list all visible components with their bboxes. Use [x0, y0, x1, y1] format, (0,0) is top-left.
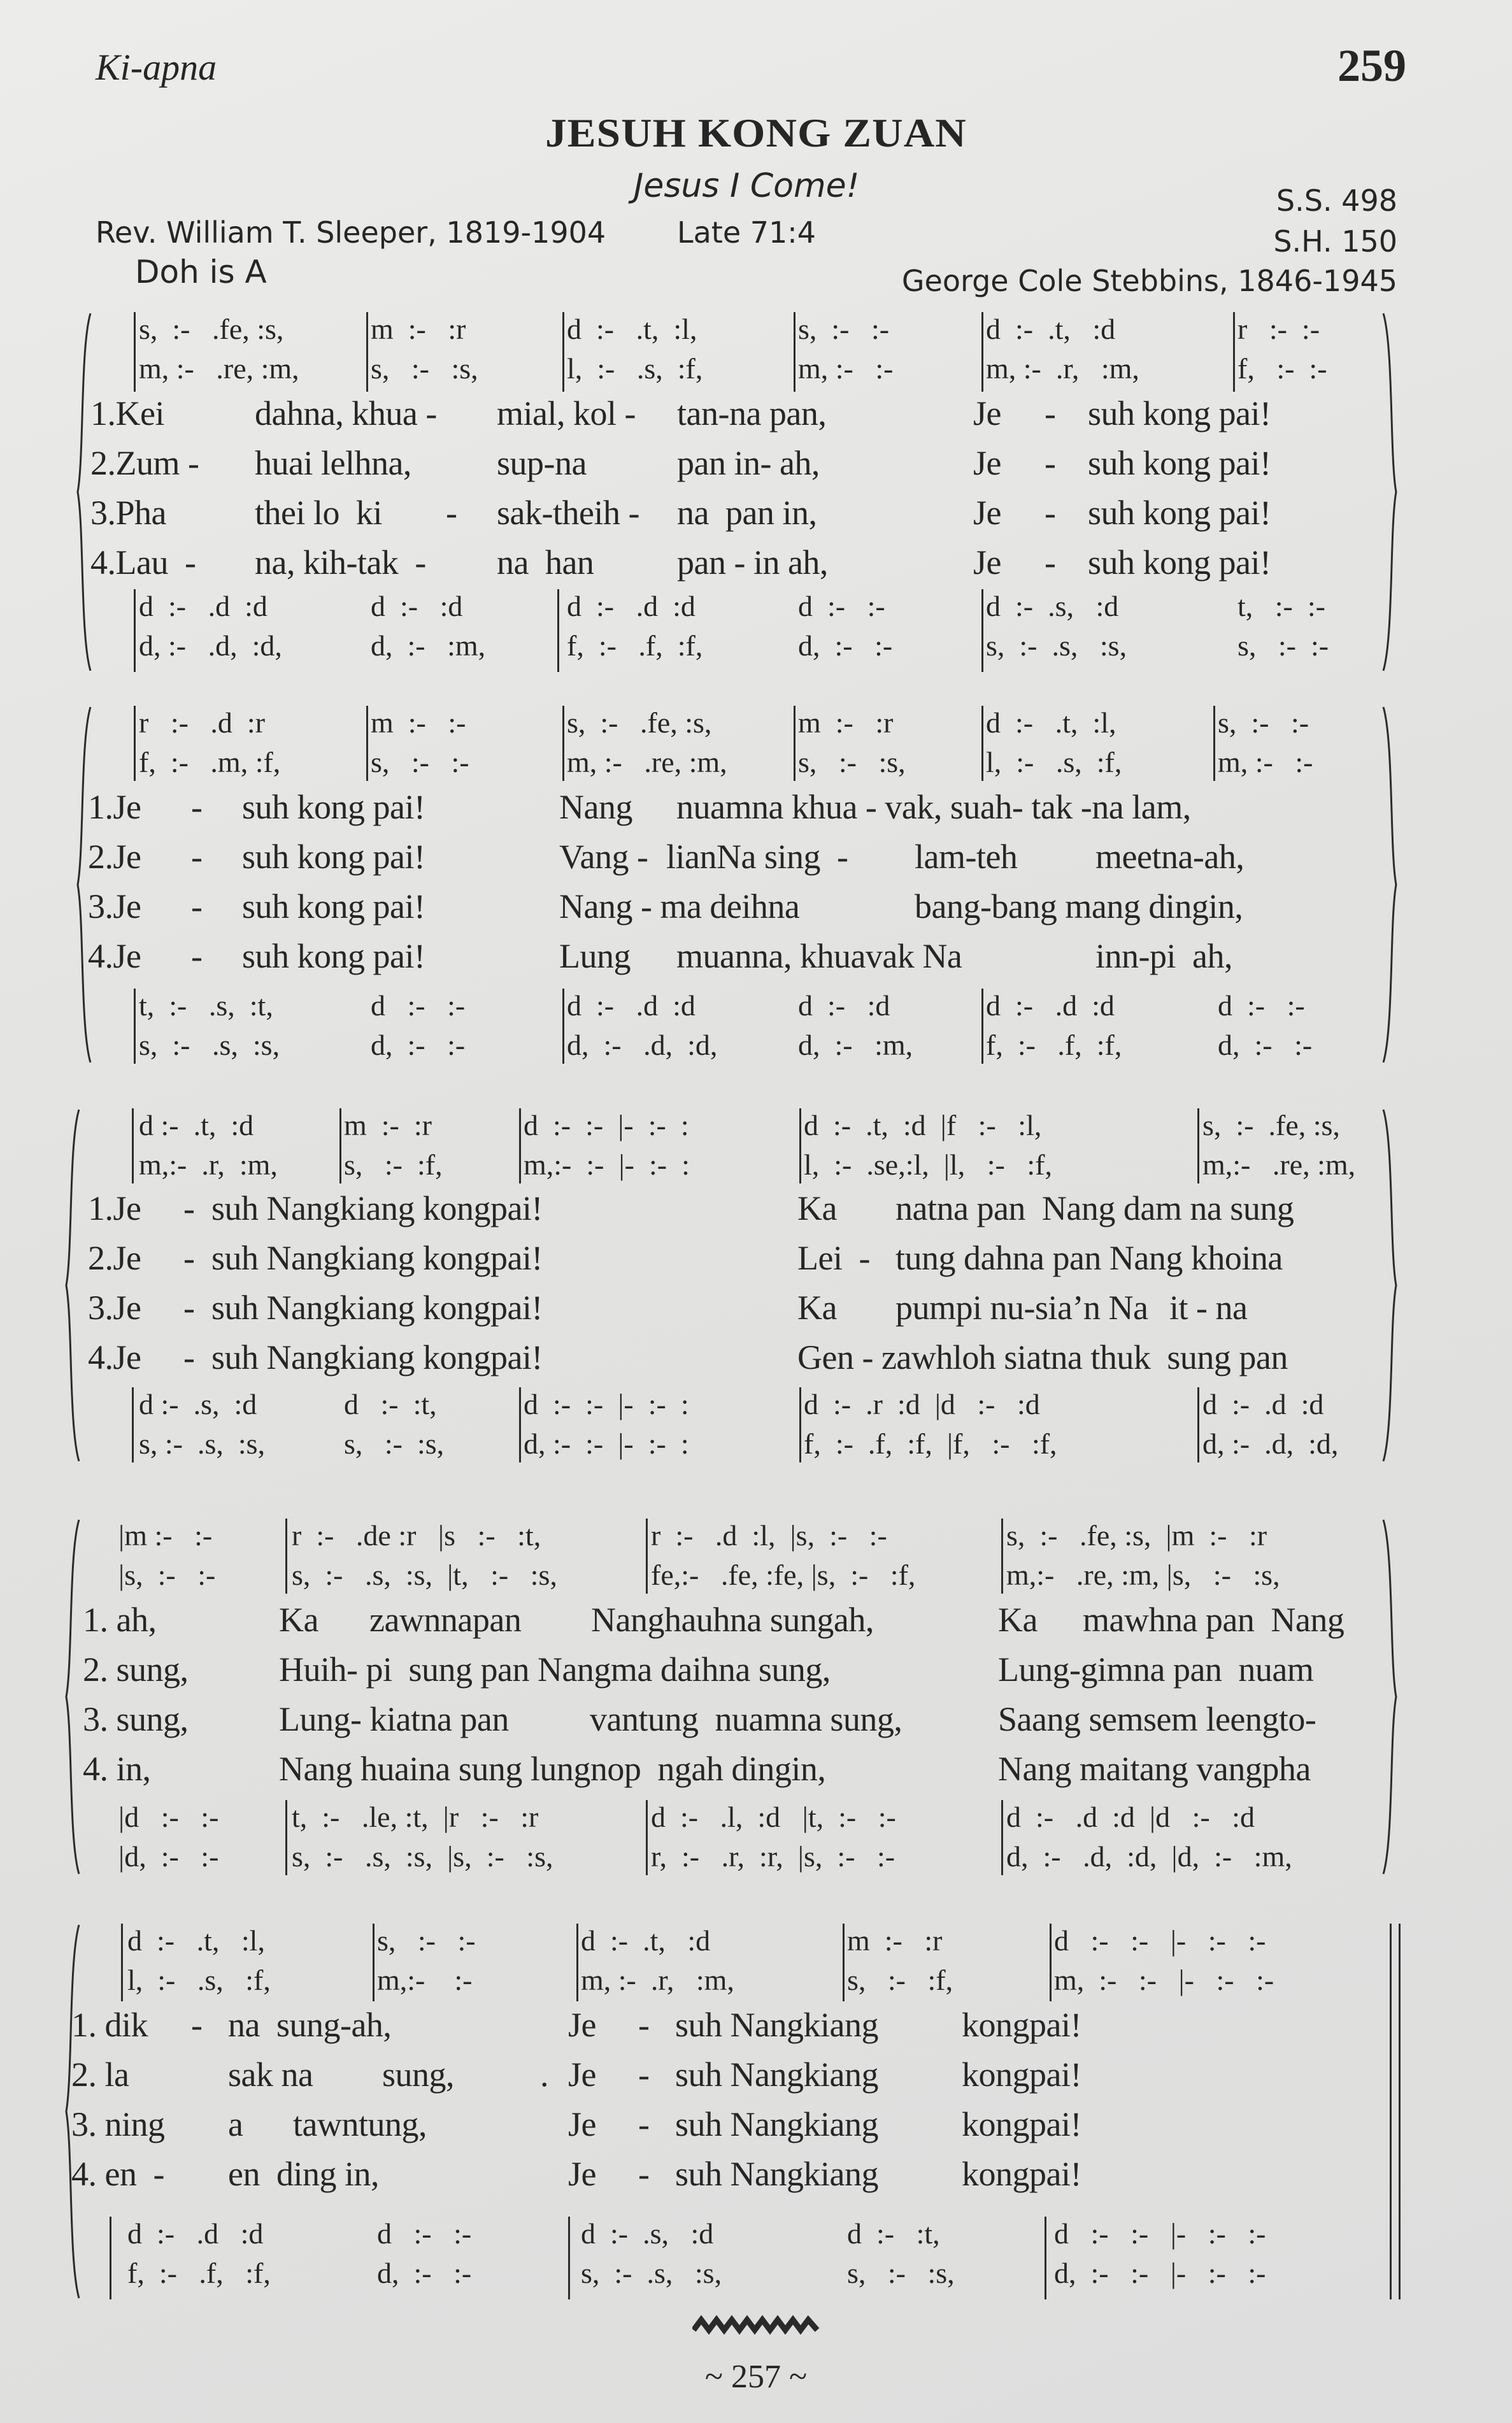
lyric-syllable: suh kong pai!: [242, 937, 425, 975]
soprano-notes: |m :- :-: [118, 1519, 213, 1552]
lyric-syllable: 3.Je: [88, 887, 141, 926]
lyric-syllable: Je: [973, 444, 1001, 482]
lyric-syllable: huai lelhna,: [255, 444, 411, 482]
barline: [1045, 2217, 1046, 2299]
lyric-syllable: 1.Je: [88, 1189, 141, 1227]
lyric-syllable: dahna, khua -: [255, 394, 437, 432]
lyric-syllable: Ka: [797, 1289, 837, 1327]
lyric-syllable: Saang semsem leengto-: [998, 1700, 1316, 1738]
lyric-syllable: it - na: [1169, 1289, 1248, 1327]
lyric-syllable: .: [540, 2055, 548, 2094]
lyric-syllable: Lei -: [797, 1239, 870, 1277]
barline: [799, 1108, 801, 1183]
lyric-syllable: suh Nangkiang kongpai!: [211, 1289, 543, 1327]
lyric-syllable: bang-bang mang dingin,: [915, 887, 1243, 926]
barline: [562, 706, 564, 781]
bass-notes: d, :- :-: [1218, 1029, 1313, 1061]
right-brace-icon: [1381, 312, 1399, 675]
bass-notes: s, :- .s, :s,: [986, 629, 1127, 662]
soprano-notes: m :- :r: [798, 706, 894, 739]
lyric-syllable: tawntung,: [293, 2105, 427, 2143]
lyric-syllable: -: [1045, 494, 1056, 532]
barline: [1233, 312, 1235, 392]
lyric-syllable: 2. sung,: [83, 1650, 189, 1689]
barline: [134, 589, 136, 672]
lyric-syllable: -: [183, 1338, 195, 1376]
lyric-syllable: nuamna khua - vak, suah- tak -na lam,: [676, 788, 1191, 826]
lyric-syllable: suh kong pai!: [1088, 444, 1271, 482]
barline: [110, 2217, 111, 2299]
barline: [519, 1387, 521, 1462]
bass-notes: d, :- :-: [371, 1029, 466, 1061]
barline: [557, 589, 559, 672]
lyric-syllable: -: [183, 1289, 195, 1327]
right-brace-icon: [1381, 1108, 1399, 1466]
lyric-syllable: Nang maitang vangpha: [998, 1750, 1311, 1788]
tenor-notes: d :- .d :d: [567, 989, 695, 1022]
alto-notes: l, :- .s, :f,: [127, 1964, 271, 1996]
bass-notes: f, :- .f, :f,: [986, 1029, 1122, 1061]
lyric-syllable: -: [1045, 444, 1056, 482]
barline: [576, 1924, 578, 2001]
lyric-syllable: 2.Je: [88, 1239, 141, 1277]
soprano-notes: d :- .t, :l,: [986, 706, 1116, 739]
tenor-notes: d :- :- |- :- :: [524, 1388, 689, 1420]
alto-notes: m,:- :-: [377, 1964, 473, 1996]
lyric-syllable: -: [446, 494, 457, 532]
lyric-syllable: kongpai!: [962, 2055, 1081, 2094]
lyric-syllable: 1.Kei: [90, 394, 164, 432]
lyricist: Rev. William T. Sleeper, 1819-1904: [96, 215, 606, 250]
barline: [562, 989, 564, 1064]
alto-notes: s, :- :f,: [344, 1148, 443, 1181]
lyric-syllable: tung dahna pan Nang khoina: [895, 1239, 1283, 1277]
alto-notes: m,:- :- |- :- :: [524, 1148, 690, 1181]
alto-notes: f, :- .m, :f,: [139, 746, 281, 778]
barline: [339, 1108, 341, 1183]
barline: [981, 989, 983, 1064]
alto-notes: |s, :- :-: [118, 1559, 216, 1591]
lyric-syllable: pan in- ah,: [677, 444, 820, 482]
lyric-syllable: thei lo ki: [255, 494, 382, 532]
lyric-syllable: Lung- kiatna pan: [279, 1700, 509, 1738]
barline: [981, 312, 983, 392]
alto-notes: l, :- .se,:l, |l, :- :f,: [804, 1148, 1052, 1181]
zigzag-ornament-icon: [0, 2313, 1512, 2338]
lyric-syllable: Nang huaina sung lungnop ngah dingin,: [279, 1750, 826, 1788]
tenor-notes: t, :- :-: [1237, 590, 1325, 622]
alto-notes: s, :- :-: [371, 746, 469, 778]
lyric-syllable: suh kong pai!: [242, 887, 425, 926]
bass-notes: r, :- .r, :r, |s, :- :-: [651, 1840, 895, 1873]
lyric-syllable: Je: [568, 2105, 596, 2143]
running-head: Ki-apna: [96, 46, 217, 88]
bass-notes: |d, :- :-: [118, 1840, 219, 1873]
lyric-syllable: suh kong pai!: [1088, 394, 1271, 432]
tenor-notes: d :- :d: [371, 590, 463, 622]
tenor-notes: d :- .r :d |d :- :d: [804, 1388, 1040, 1420]
lyric-syllable: -: [638, 2006, 650, 2044]
lyric-syllable: lianNa sing -: [666, 838, 848, 876]
soprano-notes: s, :- .fe, :s,: [1202, 1109, 1340, 1141]
alto-notes: s, :- .s, :s, |t, :- :s,: [292, 1559, 557, 1591]
lyric-syllable: Je: [568, 2006, 596, 2044]
alto-notes: m, :- .re, :m,: [139, 352, 299, 385]
lyric-syllable: Ka: [279, 1601, 318, 1639]
lyric-syllable: 3. sung,: [83, 1700, 189, 1738]
tenor-notes: d :- .d :d: [1202, 1388, 1324, 1420]
lyric-syllable: suh kong pai!: [1088, 543, 1271, 582]
lyric-syllable: lam-teh: [915, 838, 1018, 876]
lyric-syllable: -: [191, 937, 203, 975]
bass-notes: d, :- :m,: [371, 629, 486, 662]
alto-notes: m, :- .r, :m,: [581, 1964, 734, 1996]
lyric-syllable: na sung-ah,: [228, 2006, 392, 2044]
lyric-syllable: suh Nangkiang kongpai!: [211, 1189, 543, 1227]
lyric-syllable: Gen - zawhloh siatna thuk sung pan: [797, 1338, 1288, 1376]
lyric-syllable: na han: [497, 543, 594, 582]
barline: [1197, 1108, 1199, 1183]
barline: [519, 1108, 521, 1183]
barline: [121, 1924, 123, 2001]
tenor-notes: d :- :-: [377, 2217, 472, 2250]
lyric-syllable: suh Nangkiang: [675, 2105, 878, 2143]
bass-notes: d, :- :- |- :- :-: [1054, 2257, 1266, 2289]
barline: [568, 2217, 570, 2299]
barline: [134, 989, 136, 1064]
lyric-syllable: na, kih-tak -: [255, 543, 426, 582]
tenor-notes: |d :- :-: [118, 1801, 219, 1833]
barline: [981, 706, 983, 781]
barline: [366, 312, 368, 392]
lyric-syllable: meetna-ah,: [1095, 838, 1245, 876]
lyric-syllable: 2. la: [71, 2055, 129, 2094]
lyric-syllable: -: [183, 1239, 195, 1277]
composer: George Cole Stebbins, 1846-1945: [901, 264, 1397, 298]
tenor-notes: t, :- .s, :t,: [139, 989, 273, 1022]
bass-notes: d, :- .d, :d,: [1202, 1427, 1339, 1460]
lyric-syllable: a: [228, 2105, 243, 2143]
barline: [285, 1519, 287, 1594]
soprano-notes: d :- .t, :d |f :- :l,: [804, 1109, 1042, 1141]
tenor-notes: d :- :t,: [847, 2217, 940, 2250]
ss-reference: S.S. 498: [1276, 183, 1397, 218]
alto-notes: l, :- .s, :f,: [986, 746, 1122, 778]
hymn-title: JESUH KONG ZUAN: [545, 110, 967, 155]
barline: [1001, 1519, 1003, 1594]
lyric-syllable: 1. dik: [71, 2006, 148, 2044]
lyric-syllable: -: [638, 2155, 650, 2193]
soprano-notes: s, :- .fe, :s, |m :- :r: [1006, 1519, 1267, 1552]
lyric-syllable: -: [191, 838, 203, 876]
lyric-syllable: sak na: [228, 2055, 313, 2094]
soprano-notes: s, :- .fe, :s,: [139, 313, 284, 345]
english-title: Jesus I Come!: [634, 167, 860, 205]
lyric-syllable: suh Nangkiang kongpai!: [211, 1338, 543, 1376]
soprano-notes: s, :- :-: [1218, 706, 1309, 739]
soprano-notes: s, :- :-: [377, 1924, 476, 1957]
bass-notes: s, :- :-: [1237, 629, 1329, 662]
tune-reference: Late 71:4: [677, 215, 817, 250]
lyric-syllable: Huih- pi sung pan Nangma daihna sung,: [279, 1650, 831, 1689]
lyric-syllable: suh Nangkiang: [675, 2055, 878, 2094]
key-signature: Doh is A: [135, 254, 267, 290]
tenor-notes: d :- :-: [1218, 989, 1305, 1022]
alto-notes: s, :- :s,: [798, 746, 906, 778]
barline: [1001, 1800, 1003, 1875]
lyric-syllable: 4.Je: [88, 937, 141, 975]
page-footer-number: ~ 257 ~: [704, 2359, 808, 2395]
lyric-syllable: inn-pi ah,: [1095, 937, 1232, 975]
lyric-syllable: -: [191, 788, 203, 826]
bass-notes: s, :- :s,: [847, 2257, 955, 2289]
lyric-syllable: 4. en -: [71, 2155, 164, 2193]
tenor-notes: d :- :- |- :- :-: [1054, 2217, 1266, 2250]
lyric-syllable: mial, kol -: [497, 394, 636, 432]
alto-notes: s, :- :f,: [847, 1964, 953, 1996]
lyric-syllable: Je: [568, 2155, 596, 2193]
alto-notes: m, :- .r, :m,: [986, 352, 1139, 385]
lyric-syllable: kongpai!: [962, 2006, 1081, 2044]
soprano-notes: r :- :-: [1237, 313, 1320, 345]
lyric-syllable: sak-theih -: [497, 494, 639, 532]
soprano-notes: d :- .t, :d: [986, 313, 1116, 345]
barline: [794, 706, 795, 781]
tenor-notes: d :- .s, :d: [581, 2217, 714, 2250]
lyric-syllable: Nang - ma deihna: [559, 887, 800, 926]
barline: [981, 589, 983, 672]
lyric-syllable: Je: [973, 543, 1001, 582]
barline: [134, 706, 136, 781]
barline: [132, 1108, 134, 1183]
soprano-notes: r :- .d :l, |s, :- :-: [651, 1519, 887, 1552]
barline: [1050, 1924, 1052, 2001]
lyric-syllable: suh Nangkiang kongpai!: [211, 1239, 543, 1277]
lyric-syllable: Ka: [998, 1601, 1038, 1639]
left-brace-icon: [64, 1519, 82, 1878]
lyric-syllable: 3.Je: [88, 1289, 141, 1327]
lyric-syllable: 3. ning: [71, 2105, 165, 2143]
barline: [134, 312, 136, 392]
lyric-syllable: -: [1045, 394, 1056, 432]
lyric-syllable: suh Nangkiang: [675, 2155, 878, 2193]
bass-notes: s, :- .s, :s,: [139, 1427, 266, 1460]
lyric-syllable: suh Nangkiang: [675, 2006, 878, 2044]
barline: [373, 1924, 374, 2001]
barline: [1213, 706, 1215, 781]
tenor-notes: d :- :d: [798, 989, 890, 1022]
lyric-syllable: 1.Je: [88, 788, 141, 826]
final-barline: [1390, 1924, 1392, 2299]
sh-reference: S.H. 150: [1273, 224, 1397, 259]
tenor-notes: d :- .d :d: [986, 989, 1115, 1022]
barline: [1197, 1387, 1199, 1462]
lyric-syllable: en ding in,: [228, 2155, 379, 2193]
alto-notes: l, :- .s, :f,: [567, 352, 703, 385]
lyric-syllable: 2.Zum -: [90, 444, 199, 482]
alto-notes: m, :- .re, :m,: [567, 746, 727, 778]
tenor-notes: d :- .d :d: [567, 590, 695, 622]
final-barline: [1399, 1924, 1401, 2299]
lyric-syllable: -: [638, 2055, 650, 2094]
lyric-syllable: sup-na: [497, 444, 587, 482]
tenor-notes: d :- .s, :d: [986, 590, 1119, 622]
right-brace-icon: [1381, 1519, 1399, 1878]
lyric-syllable: zawnnapan: [369, 1601, 522, 1639]
right-brace-icon: [1381, 706, 1399, 1067]
lyric-syllable: vantung nuamna sung,: [590, 1700, 902, 1738]
barline: [562, 312, 564, 392]
lyric-syllable: Nanghauhna sungah,: [591, 1601, 874, 1639]
barline: [132, 1387, 134, 1462]
bass-notes: d, :- :m,: [798, 1029, 913, 1061]
lyric-syllable: -: [1045, 543, 1056, 582]
lyric-syllable: Ka: [797, 1189, 837, 1227]
barline: [366, 706, 368, 781]
alto-notes: f, :- :-: [1237, 352, 1327, 385]
alto-notes: m,:- .re, :m,: [1202, 1148, 1356, 1181]
bass-notes: s, :- .s, :s,: [139, 1029, 280, 1061]
soprano-notes: m :- :-: [371, 706, 466, 739]
tenor-notes: t, :- .le, :t, |r :- :r: [292, 1801, 539, 1833]
tenor-notes: d :- .l, :d |t, :- :-: [651, 1801, 896, 1833]
soprano-notes: d :- :- |- :- :: [524, 1109, 689, 1141]
lyric-syllable: sung,: [382, 2055, 455, 2094]
bass-notes: f, :- .f, :f,: [127, 2257, 271, 2289]
lyric-syllable: Vang -: [559, 838, 648, 876]
lyric-syllable: suh kong pai!: [242, 788, 425, 826]
alto-notes: s, :- :s,: [371, 352, 478, 385]
lyric-syllable: kongpai!: [962, 2155, 1081, 2193]
lyric-syllable: 1. ah,: [83, 1601, 157, 1639]
bass-notes: d, :- .d, :d,: [139, 629, 282, 662]
alto-notes: m, :- :-: [798, 352, 894, 385]
lyric-syllable: natna pan Nang dam na sung: [895, 1189, 1294, 1227]
bass-notes: d, :- :-: [798, 629, 893, 662]
lyric-syllable: 2.Je: [88, 838, 141, 876]
lyric-syllable: -: [191, 887, 203, 926]
barline: [843, 1924, 845, 2001]
bass-notes: d, :- .d, :d, |d, :- :m,: [1006, 1840, 1292, 1873]
barline: [646, 1519, 648, 1594]
bass-notes: d, :- :- |- :- :: [524, 1427, 689, 1460]
lyric-syllable: -: [191, 2006, 203, 2044]
lyric-syllable: pan - in ah,: [677, 543, 828, 582]
barline: [799, 1387, 801, 1462]
bass-notes: f, :- .f, :f,: [567, 629, 703, 662]
lyric-syllable: tan-na pan,: [677, 394, 827, 432]
hymn-number: 259: [1337, 40, 1406, 91]
soprano-notes: m :- :r: [371, 313, 466, 345]
bass-notes: d, :- .d, :d,: [567, 1029, 718, 1061]
lyric-syllable: Nang: [559, 788, 632, 826]
tenor-notes: d :- :-: [798, 590, 885, 622]
bass-notes: s, :- :s,: [344, 1427, 445, 1460]
lyric-syllable: Je: [568, 2055, 596, 2094]
soprano-notes: d :- :- |- :- :-: [1054, 1924, 1266, 1957]
tenor-notes: d :- :t,: [344, 1388, 437, 1420]
soprano-notes: m :- :r: [344, 1109, 432, 1141]
lyric-syllable: 3.Pha: [90, 494, 166, 532]
lyric-syllable: Je: [973, 494, 1001, 532]
lyric-syllable: -: [638, 2105, 650, 2143]
tenor-notes: d :- .s, :d: [139, 1388, 257, 1420]
alto-notes: m, :- :- |- :- :-: [1054, 1964, 1274, 1996]
lyric-syllable: muanna, khuavak Na: [676, 937, 962, 975]
alto-notes: m, :- :-: [1218, 746, 1313, 778]
lyric-syllable: 4. in,: [83, 1750, 151, 1788]
tenor-notes: d :- .d :d: [139, 590, 267, 622]
bass-notes: s, :- .s, :s,: [581, 2257, 722, 2289]
alto-notes: fe,:- .fe, :fe, |s, :- :f,: [651, 1559, 916, 1591]
tenor-notes: d :- :-: [371, 989, 466, 1022]
lyric-syllable: pumpi nu-sia’n Na: [895, 1289, 1148, 1327]
barline: [646, 1800, 648, 1875]
bass-notes: f, :- .f, :f, |f, :- :f,: [804, 1427, 1057, 1460]
left-brace-icon: [64, 1108, 82, 1466]
lyric-syllable: suh kong pai!: [242, 838, 425, 876]
soprano-notes: s, :- .fe, :s,: [567, 706, 712, 739]
lyric-syllable: Lung: [559, 937, 631, 975]
soprano-notes: d :- .t, :l,: [567, 313, 697, 345]
lyric-syllable: na pan in,: [677, 494, 817, 532]
alto-notes: m,:- .re, :m, |s, :- :s,: [1006, 1559, 1280, 1591]
soprano-notes: d :- .t, :d: [581, 1924, 711, 1957]
barline: [794, 312, 795, 392]
soprano-notes: m :- :r: [847, 1924, 943, 1957]
soprano-notes: s, :- :-: [798, 313, 890, 345]
lyric-syllable: 4.Lau -: [90, 543, 196, 582]
soprano-notes: d :- .t, :l,: [127, 1924, 265, 1957]
alto-notes: m,:- .r, :m,: [139, 1148, 278, 1181]
tenor-notes: d :- .d :d: [127, 2217, 264, 2250]
lyric-syllable: kongpai!: [962, 2105, 1081, 2143]
soprano-notes: r :- .d :r: [139, 706, 266, 739]
lyric-syllable: 4.Je: [88, 1338, 141, 1376]
lyric-syllable: -: [183, 1189, 195, 1227]
barline: [285, 1800, 287, 1875]
soprano-notes: r :- .de :r |s :- :t,: [292, 1519, 541, 1552]
lyric-syllable: suh kong pai!: [1088, 494, 1271, 532]
lyric-syllable: mawhna pan Nang: [1083, 1601, 1344, 1639]
soprano-notes: d :- .t, :d: [139, 1109, 254, 1141]
bass-notes: s, :- .s, :s, |s, :- :s,: [292, 1840, 553, 1873]
lyric-syllable: Lung-gimna pan nuam: [998, 1650, 1314, 1689]
tenor-notes: d :- .d :d |d :- :d: [1006, 1801, 1255, 1833]
bass-notes: d, :- :-: [377, 2257, 472, 2289]
lyric-syllable: Je: [973, 394, 1001, 432]
